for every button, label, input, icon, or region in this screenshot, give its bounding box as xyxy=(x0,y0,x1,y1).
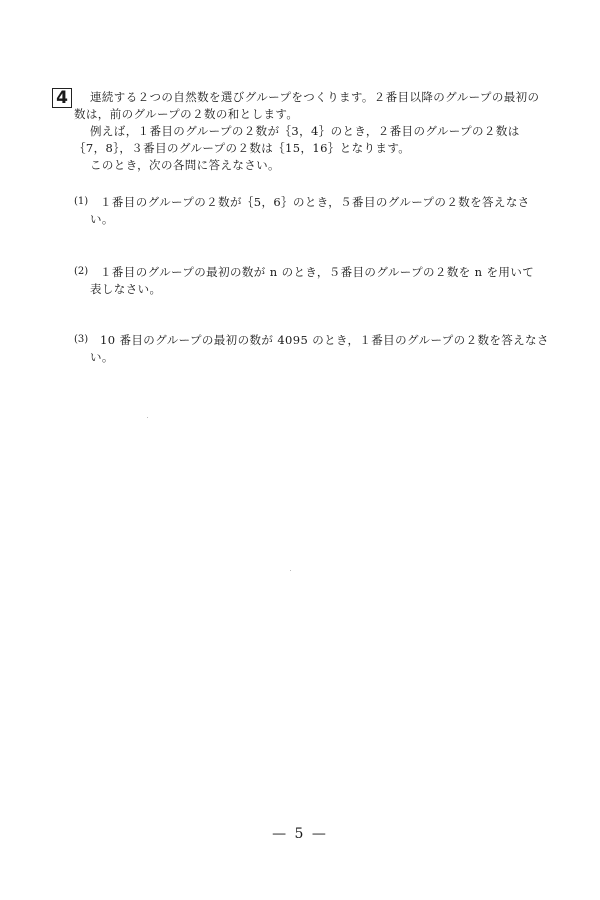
intro-line-1: 連続する２つの自然数を選びグループをつくります。２番目以降のグループの最初の xyxy=(90,90,540,104)
question-3-line-1: 10 番目のグループの最初の数が 4095 のとき，１番目のグループの２数を答えなさ xyxy=(100,333,549,347)
question-3-label: (3) xyxy=(74,334,89,345)
question-1-label: (1) xyxy=(74,196,89,207)
intro-line-5: このとき，次の各問に答えなさい。 xyxy=(90,158,280,172)
scan-speck xyxy=(290,570,291,571)
question-2-line-2: 表しなさい。 xyxy=(90,282,162,296)
question-1-line-1: １番目のグループの２数が｛5，6｝のとき，５番目のグループの２数を答えなさ xyxy=(100,195,530,209)
scan-speck xyxy=(147,417,148,418)
problem-number-box: 4 xyxy=(52,88,72,108)
question-1-line-2: い。 xyxy=(90,212,114,226)
page-number: — 5 — xyxy=(272,826,328,842)
question-3-line-2: い。 xyxy=(90,350,114,364)
intro-line-4: ｛7，8｝，３番目のグループの２数は｛15，16｝となります。 xyxy=(74,141,411,155)
question-2-label: (2) xyxy=(74,266,89,277)
intro-line-2: 数は，前のグループの２数の和とします。 xyxy=(74,107,299,121)
intro-line-3: 例えば，１番目のグループの２数が｛3，4｝のとき，２番目のグループの２数は xyxy=(90,124,520,138)
question-2-line-1: １番目のグループの最初の数が n のとき，５番目のグループの２数を n を用いて xyxy=(100,265,535,279)
